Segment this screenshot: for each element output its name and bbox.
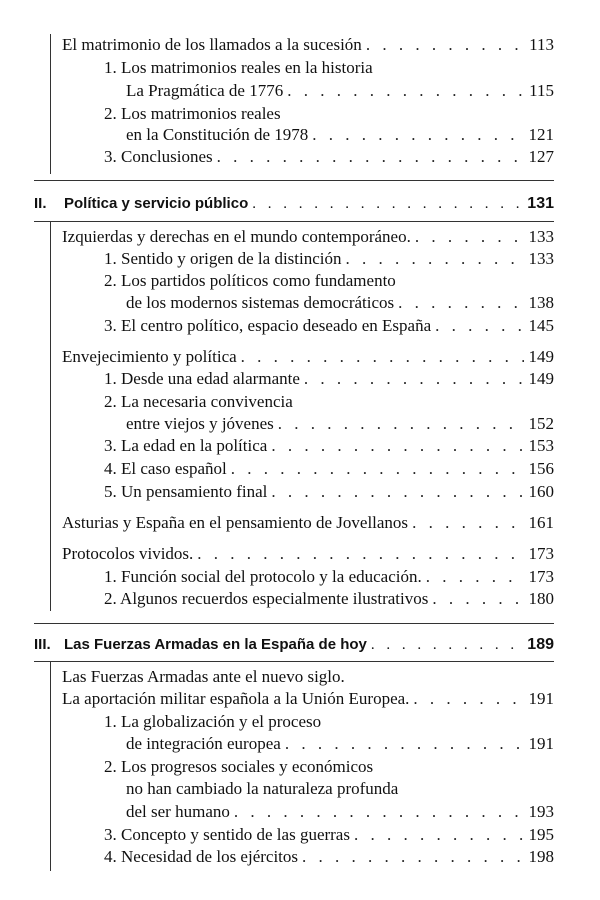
page-number: 180 [528, 589, 554, 608]
divider-rule [34, 180, 554, 181]
page-number: 121 [528, 125, 554, 144]
page-number: 152 [528, 414, 554, 433]
page-number: 173 [528, 567, 554, 586]
leader-dots [271, 435, 524, 457]
page-number: 161 [528, 513, 554, 532]
toc-subentry-3[interactable]: 3. Conclusiones . . . 127 [104, 146, 554, 168]
toc-subentry-env-1[interactable]: 1. Desde una edad alarmante . . . 149 [104, 368, 554, 390]
toc-subentry-env-2-line1[interactable]: 2. La necesaria convivencia [104, 392, 293, 411]
toc-entry-asturias[interactable]: Asturias y España en el pensamiento de Jovellanos . . . 161 [62, 512, 554, 534]
left-rule-section2 [50, 221, 51, 611]
leader-dots [346, 248, 525, 270]
leader-dots [197, 543, 524, 565]
toc-subentry-prot-1[interactable]: 1. Función social del protocolo y la educación. . . . 173 [104, 566, 554, 588]
toc-subentry-1-line1[interactable]: 1. Los matrimonios reales en la historia [104, 58, 373, 77]
page-number: 156 [528, 459, 554, 478]
toc-subentry-env-3[interactable]: 3. La edad en la política . . . 153 [104, 435, 554, 457]
leader-dots [426, 566, 524, 588]
toc-subentry-izq-2-line1[interactable]: 2. Los partidos políticos como fundamento [104, 271, 396, 290]
page-number: 149 [528, 369, 554, 388]
page-number: 193 [528, 802, 554, 821]
page-number: 153 [528, 436, 554, 455]
leader-dots [231, 458, 524, 480]
page-number: 138 [528, 293, 554, 312]
toc-subentry-2-line2[interactable]: en la Constitución de 1978 . . . 121 [126, 124, 554, 146]
leader-dots [432, 588, 524, 610]
leader-dots [234, 801, 524, 823]
toc-entry-envejecimiento[interactable]: Envejecimiento y política . . . 149 [62, 346, 554, 368]
page-number: 160 [528, 482, 554, 501]
page-number: 133 [528, 249, 554, 268]
page-number: 133 [528, 227, 554, 246]
left-rule-section1 [50, 34, 51, 174]
toc-subentry-izq-2-line2[interactable]: de los modernos sistemas democráticos . . . 138 [126, 292, 554, 314]
leader-dots [371, 634, 523, 656]
page-number: 191 [528, 734, 554, 753]
toc-subentry-prot-2[interactable]: 2. Algunos recuerdos especialmente ilustrativos . . . 180 [104, 588, 554, 610]
page-number: 115 [529, 81, 554, 100]
page-number: 131 [527, 195, 554, 212]
toc-subentry-env-4[interactable]: 4. El caso español . . . 156 [104, 458, 554, 480]
leader-dots [287, 80, 524, 102]
toc-subentry-izq-1[interactable]: 1. Sentido y origen de la distinción . . . 133 [104, 248, 554, 270]
leader-dots [302, 846, 524, 868]
page-number: 195 [528, 825, 554, 844]
leader-dots [354, 824, 524, 846]
toc-subentry-env-2-line2[interactable]: entre viejos y jóvenes . . . 152 [126, 413, 554, 435]
page-number: 173 [528, 544, 554, 563]
toc-entry-izquierdas[interactable]: Izquierdas y derechas en el mundo contemporáneo. . . . 133 [62, 226, 554, 248]
toc-entry-protocolos[interactable]: Protocolos vividos. . . . 173 [62, 543, 554, 565]
page-number: 149 [528, 347, 554, 366]
divider-rule [34, 623, 554, 624]
page-number: 127 [528, 147, 554, 166]
leader-dots [435, 315, 524, 337]
toc-entry-ffaa-line2[interactable]: La aportación militar española a la Unión Europea. . . . 191 [62, 688, 554, 710]
toc-subentry-1-line2[interactable]: La Pragmática de 1776 . . . 115 [126, 80, 554, 102]
toc-entry-ffaa-line1[interactable]: Las Fuerzas Armadas ante el nuevo siglo. [62, 667, 345, 686]
leader-dots [398, 292, 524, 314]
leader-dots [412, 512, 524, 534]
page-number: 189 [527, 636, 554, 653]
page-number: 145 [528, 316, 554, 335]
divider-rule [34, 221, 554, 222]
leader-dots [278, 413, 524, 435]
toc-subentry-ffaa-2-line2[interactable]: no han cambiado la naturaleza profunda [126, 779, 399, 798]
toc-subentry-ffaa-2-line1[interactable]: 2. Los progresos sociales y económicos [104, 757, 374, 776]
toc-subentry-ffaa-1-line2[interactable]: de integración europea . . . 191 [126, 733, 554, 755]
toc-subentry-2-line1[interactable]: 2. Los matrimonios reales [104, 104, 281, 123]
page-number: 113 [529, 35, 554, 54]
leader-dots [241, 346, 524, 368]
page-number: 191 [528, 689, 554, 708]
leader-dots [304, 368, 524, 390]
toc-subentry-izq-3[interactable]: 3. El centro político, espacio deseado en España . . . 145 [104, 315, 554, 337]
leader-dots [366, 34, 524, 56]
leader-dots [415, 226, 524, 248]
toc-subentry-ffaa-1-line1[interactable]: 1. La globalización y el proceso [104, 712, 322, 731]
leader-dots [285, 733, 524, 755]
leader-dots [271, 481, 524, 503]
leader-dots [413, 688, 524, 710]
toc-entry-matrimonio[interactable]: El matrimonio de los llamados a la sucesión . . . 113 [62, 34, 554, 56]
leader-dots [217, 146, 524, 168]
toc-subentry-ffaa-2-line3[interactable]: del ser humano . . . 193 [126, 801, 554, 823]
left-rule-section3 [50, 661, 51, 871]
part-heading-III[interactable]: III. Las Fuerzas Armadas en la España de hoy . . . 189 [34, 634, 554, 656]
leader-dots [312, 124, 524, 146]
leader-dots [252, 193, 523, 215]
toc-subentry-ffaa-3[interactable]: 3. Concepto y sentido de las guerras . . . 195 [104, 824, 554, 846]
divider-rule [34, 661, 554, 662]
toc-subentry-env-5[interactable]: 5. Un pensamiento final . . . 160 [104, 481, 554, 503]
toc-subentry-ffaa-4[interactable]: 4. Necesidad de los ejércitos . . . 198 [104, 846, 554, 868]
page-number: 198 [528, 847, 554, 866]
part-heading-II[interactable]: II. Política y servicio público . . . 131 [34, 193, 554, 215]
